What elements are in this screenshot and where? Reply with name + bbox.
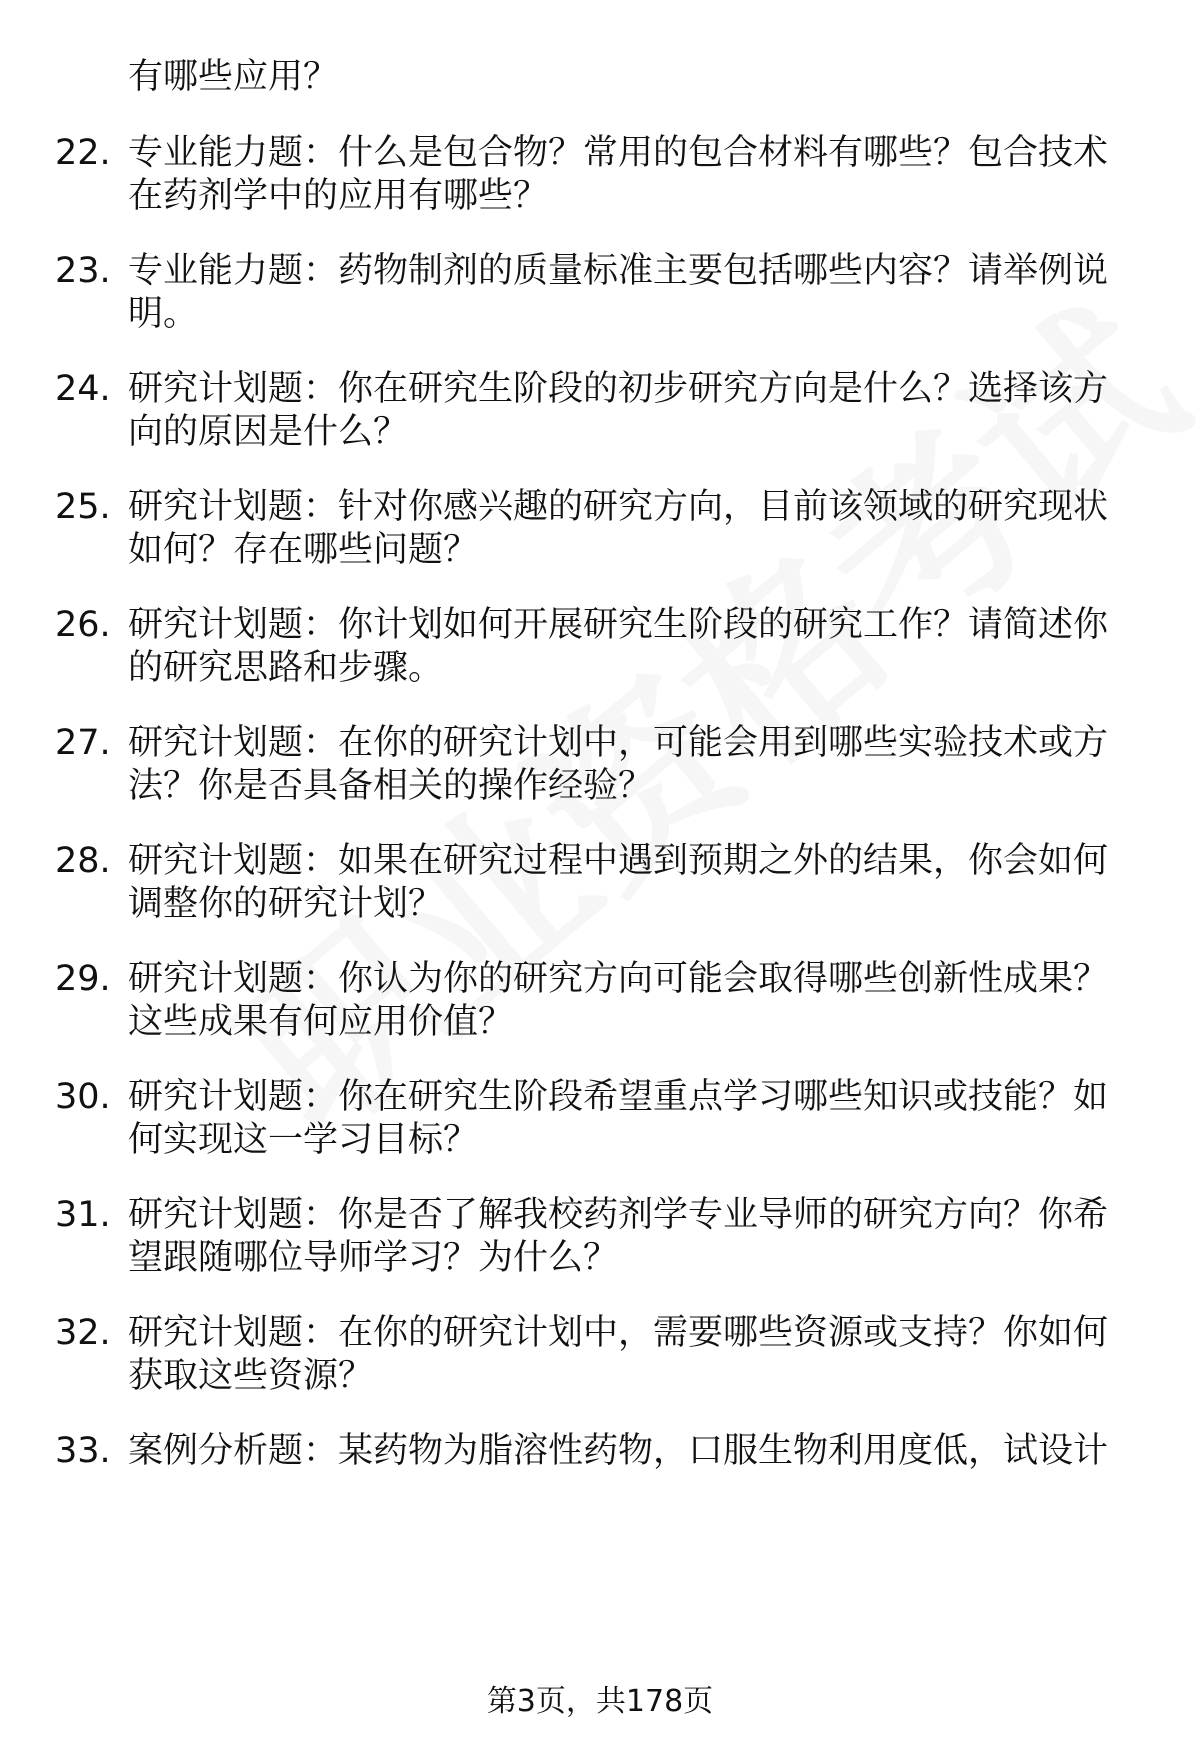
item-number: 33. <box>55 1431 111 1471</box>
item-text-line: 的研究思路和步骤。 <box>128 648 444 688</box>
item-text-line: 案例分析题：某药物为脂溶性药物，口服生物利用度低，试设计 <box>128 1431 1109 1471</box>
item-text-line: 向的原因是什么？ <box>128 412 409 452</box>
item-text-line: 研究计划题：如果在研究过程中遇到预期之外的结果，你会如何 <box>128 841 1109 881</box>
item-text-line: 研究计划题：你认为你的研究方向可能会取得哪些创新性成果？ <box>128 959 1109 999</box>
item-text-line: 研究计划题：你在研究生阶段的初步研究方向是什么？选择该方 <box>128 369 1109 409</box>
item-number: 26. <box>55 605 111 645</box>
item-number: 24. <box>55 369 111 409</box>
item-text-line: 在药剂学中的应用有哪些？ <box>128 176 549 216</box>
item-text-line: 研究计划题：在你的研究计划中，需要哪些资源或支持？你如何 <box>128 1313 1109 1353</box>
item-text-line: 研究计划题：你计划如何开展研究生阶段的研究工作？请简述你 <box>128 605 1109 645</box>
item-text-line: 专业能力题：药物制剂的质量标准主要包括哪些内容？请举例说 <box>128 251 1109 291</box>
item-text-line: 研究计划题：针对你感兴趣的研究方向，目前该领域的研究现状 <box>128 487 1109 527</box>
item-text-line: 研究计划题：你在研究生阶段希望重点学习哪些知识或技能？如 <box>128 1077 1109 1117</box>
item-text-line: 研究计划题：在你的研究计划中，可能会用到哪些实验技术或方 <box>128 723 1109 763</box>
item-text-line: 有哪些应用？ <box>128 57 339 97</box>
item-number: 30. <box>55 1077 111 1117</box>
item-text-line: 法？你是否具备相关的操作经验？ <box>128 766 654 806</box>
item-text-line: 望跟随哪位导师学习？为什么？ <box>128 1238 619 1278</box>
item-text-line: 专业能力题：什么是包合物？常用的包合材料有哪些？包合技术 <box>128 133 1109 173</box>
item-text-line: 获取这些资源？ <box>128 1356 374 1396</box>
item-number: 23. <box>55 251 111 291</box>
item-text-line: 明。 <box>128 294 199 334</box>
item-text-line: 调整你的研究计划？ <box>128 884 444 924</box>
item-number: 22. <box>55 133 111 173</box>
item-text-line: 何实现这一学习目标？ <box>128 1120 479 1160</box>
item-number: 31. <box>55 1195 111 1235</box>
item-text-line: 研究计划题：你是否了解我校药剂学专业导师的研究方向？你希 <box>128 1195 1109 1235</box>
item-number: 32. <box>55 1313 111 1353</box>
item-number: 27. <box>55 723 111 763</box>
item-number: 28. <box>55 841 111 881</box>
item-text-line: 如何？存在哪些问题？ <box>128 530 479 570</box>
page-number-footer: 第3页，共178页 <box>486 1684 714 1719</box>
item-text-line: 这些成果有何应用价值？ <box>128 1002 514 1042</box>
item-number: 29. <box>55 959 111 999</box>
item-number: 25. <box>55 487 111 527</box>
